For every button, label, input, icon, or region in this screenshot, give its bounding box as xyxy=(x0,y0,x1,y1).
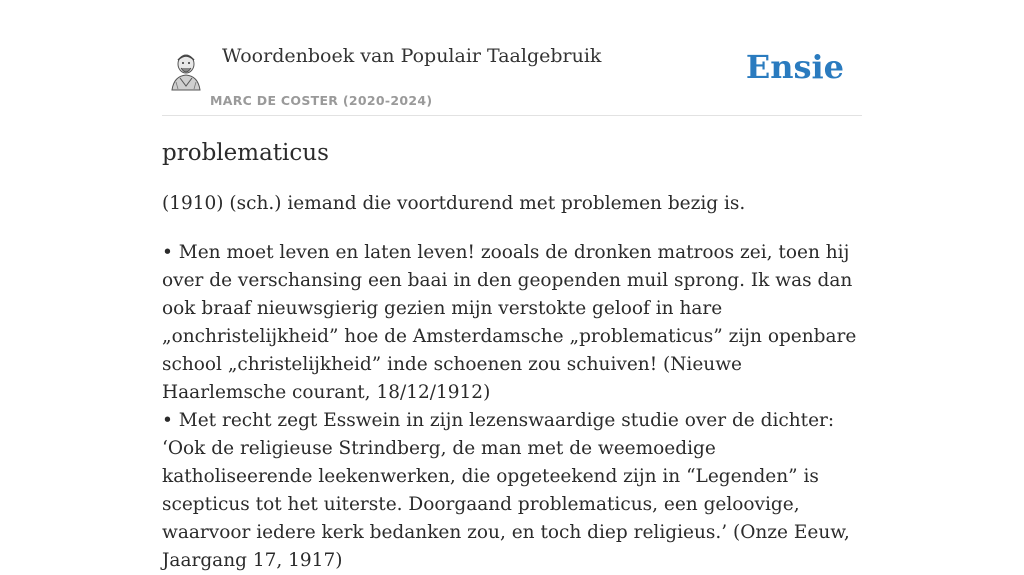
source-title[interactable]: Woordenboek van Populair Taalgebruik xyxy=(222,45,602,67)
entry-headword: problematicus xyxy=(162,140,329,166)
entry-quotes xyxy=(162,239,862,575)
quote-item: • Met recht zegt Esswein in zijn lezenswaardige studie over de dichter: ‘Ook de religieuse Strindberg, de man met de weemoedige katholiseerende leekenwerken, die opgeteekend zijn in “Legenden” is scepticus tot het uiterste. Doorgaand problematicus, een geloovige, waarvoor iedere kerk bedanken zou, en toch diep religieus.’ (Onze Eeuw, Jaargang 17, 1917) xyxy=(162,410,850,571)
ensie-logo[interactable]: Ensie xyxy=(745,48,844,86)
person-portrait-icon xyxy=(168,50,204,90)
author-label[interactable]: MARC DE COSTER (2020-2024) xyxy=(210,93,433,108)
source-header xyxy=(162,0,862,116)
entry-definition: (1910) (sch.) iemand die voortdurend met problemen bezig is. xyxy=(162,193,746,214)
quote-item: • Men moet leven en laten leven! zooals de dronken matroos zei, toen hij over de verschansing een baai in den geopenden muil sprong. Ik was dan ook braaf nieuwsgierig gezien mijn verstokte geloof in hare „onchristelijkheid” hoe de Amsterdamsche „problematicus” zijn openbare school „christelijkheid” inde schoenen zou schuiven! (Nieuwe Haarlemsche courant, 18/12/1912) xyxy=(162,242,857,403)
